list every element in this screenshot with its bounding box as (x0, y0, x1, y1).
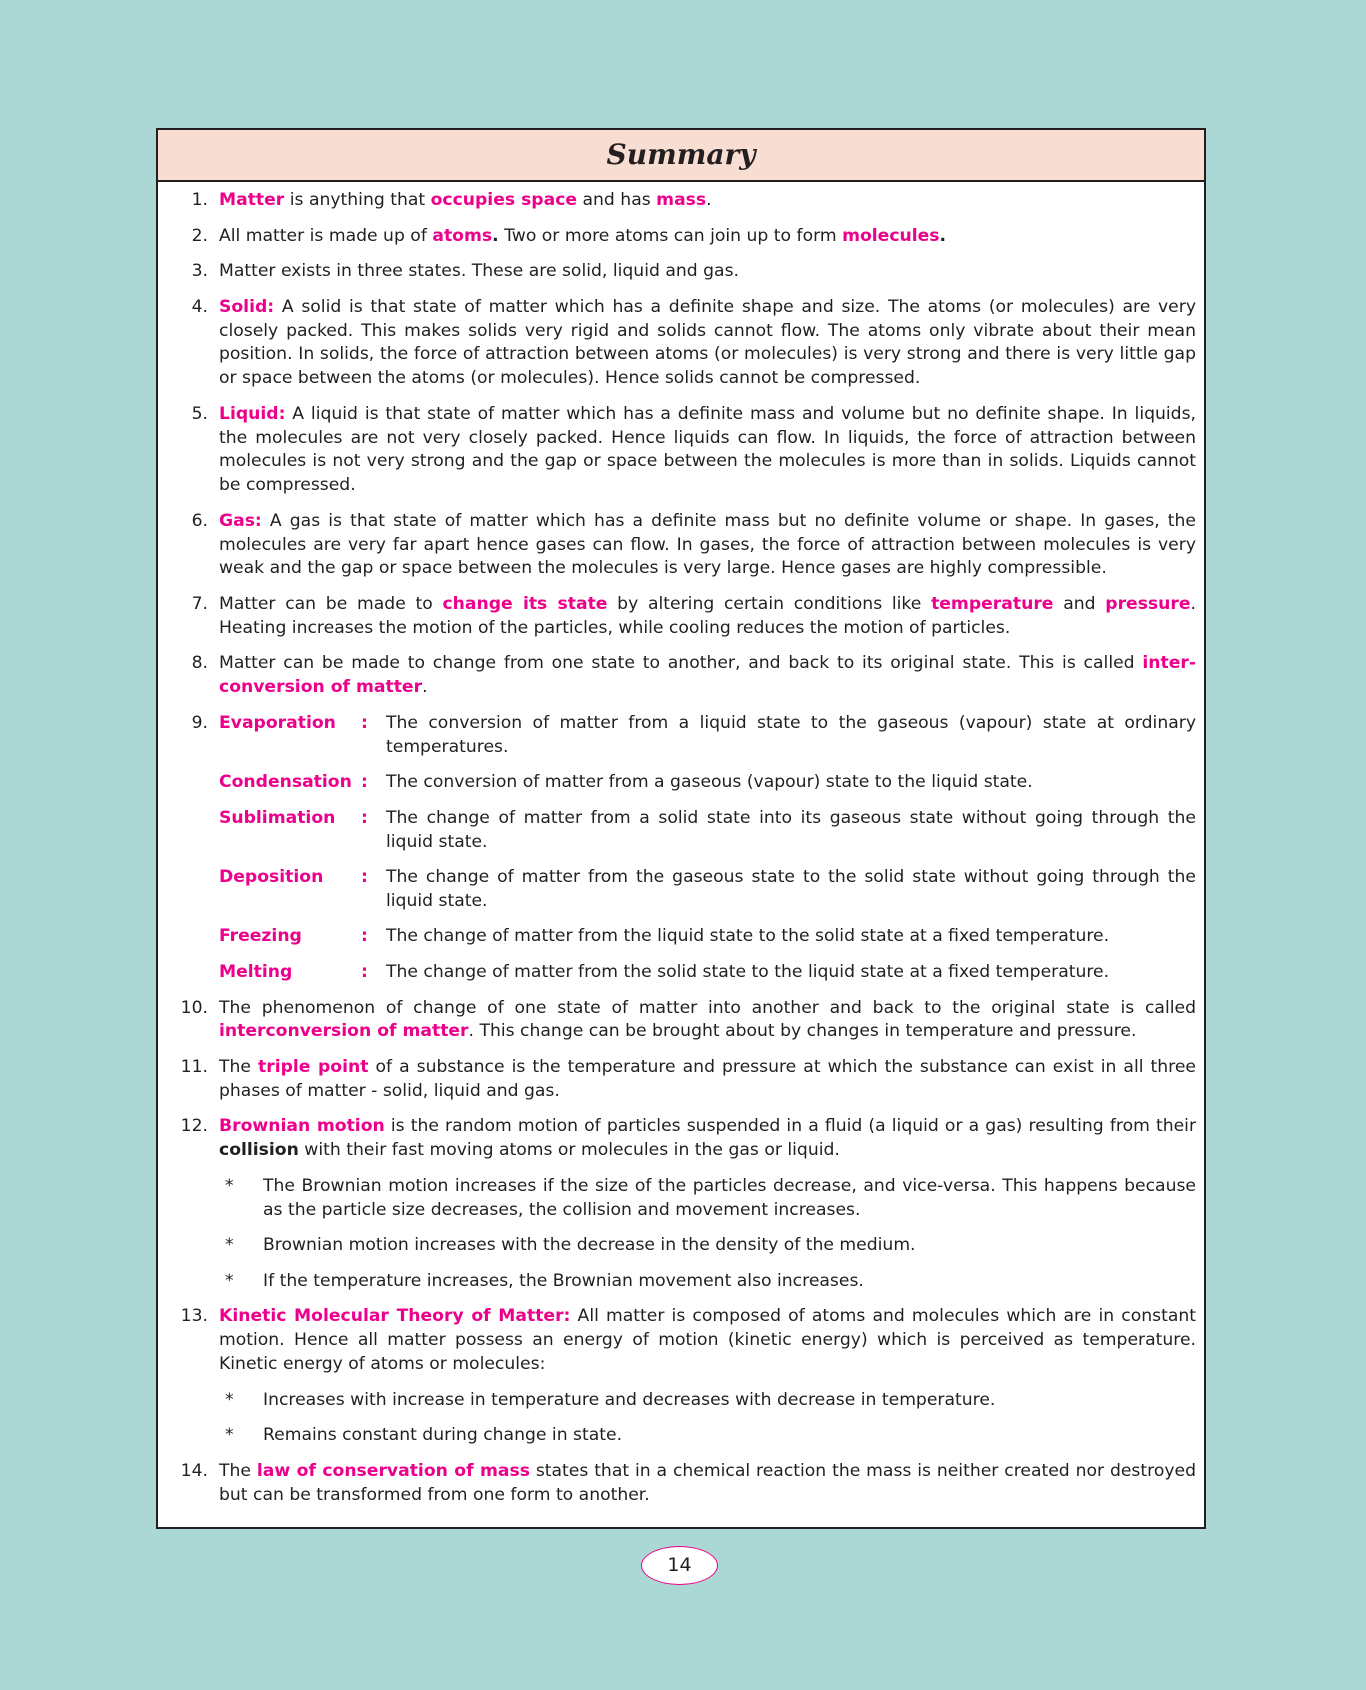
summary-title: Summary (158, 130, 1204, 182)
item-number: 10. (180, 997, 208, 1018)
text-segment: The (219, 1057, 258, 1078)
definition-text: The conversion of matter from a gaseous (vapour) state to the liquid state. (386, 772, 1033, 793)
item-text (208, 510, 1196, 581)
definition-colon: : (361, 712, 368, 733)
item-text (208, 403, 1196, 498)
bullet-item (158, 1389, 1196, 1413)
item-text (208, 997, 1196, 1045)
bullet-text: Remains constant during change in state. (263, 1425, 623, 1446)
text-segment: of a substance is the temperature and pressure at which the substance can exist in all three phases of matter - solid, liquid and gas. (219, 1057, 1196, 1101)
bullet-item (158, 1424, 1196, 1448)
definition-colon: : (361, 867, 368, 888)
item-number: 7. (191, 593, 208, 614)
definition-text: The change of matter from a solid state into its gaseous state without going through the liquid state. (386, 807, 1196, 852)
bold-text: . (492, 225, 499, 246)
definition-row (158, 961, 1196, 985)
text-segment: Matter exists in three states. These are solid, liquid and gas. (219, 261, 739, 282)
list-item (158, 1460, 1196, 1508)
text-segment: . (706, 190, 712, 210)
item-text (208, 1460, 1196, 1508)
definition-content (208, 961, 1196, 985)
text-segment: . (422, 677, 428, 698)
list-item (158, 652, 1196, 700)
text-segment: by altering certain conditions like (607, 593, 932, 614)
text-segment: A liquid is that state of matter which has a definite mass and volume but no definite shape. In liquids, the molecules are not very closely packed. Hence liquids can flow. In liquids, the force of attraction between molecules is not very strong and the gap or space between the molecules is more than in solids. Liquids cannot be compressed. (219, 403, 1196, 496)
item-number: 8. (191, 653, 208, 674)
definition-term: Melting (219, 962, 293, 983)
bullet-item (158, 1234, 1196, 1258)
item-number: 1. (191, 190, 208, 210)
item-number (158, 771, 208, 795)
definition-content (208, 866, 1196, 914)
item-text (208, 1115, 1196, 1163)
list-item (158, 1056, 1196, 1104)
text-segment: Matter can be made to change from one state to another, and back to its original state. This is called (219, 653, 1143, 674)
item-number: 4. (191, 296, 208, 317)
highlighted-term: Gas: (219, 510, 262, 531)
highlighted-term: molecules (842, 225, 940, 246)
list-item (158, 260, 1196, 284)
bullet-text: The Brownian motion increases if the size of the particles decrease, and vice-versa. This happens because as the particle size decreases, the collision and movement increases. (263, 1175, 1196, 1220)
highlighted-term: Matter (219, 190, 285, 210)
list-item (158, 403, 1196, 498)
item-number (158, 807, 208, 855)
highlighted-term: Liquid: (219, 403, 286, 424)
definition-term: Condensation (219, 772, 352, 793)
highlighted-term: pressure (1105, 593, 1191, 614)
text-segment: with their fast moving atoms or molecules in the gas or liquid. (298, 1140, 840, 1161)
text-segment: states that in a chemical reaction the mass is neither created nor destroyed but can be transformed from one form to another. (219, 1460, 1196, 1505)
definition-colon: : (361, 962, 368, 983)
asterisk-bullet-icon: * (225, 1389, 234, 1410)
highlighted-term: occupies space (430, 190, 578, 210)
page-number: 14 (641, 1546, 718, 1585)
list-item (158, 296, 1196, 391)
definition-row (158, 712, 1196, 760)
item-number: 6. (191, 510, 208, 531)
item-text (208, 189, 1196, 213)
text-segment: The phenomenon of change of one state of matter into another and back to the original state is called (219, 997, 1196, 1018)
bullet-text: If the temperature increases, the Brownian movement also increases. (263, 1270, 864, 1291)
definition-text: The change of matter from the gaseous state to the solid state without going through the liquid state. (386, 867, 1196, 911)
highlighted-term: temperature (931, 593, 1054, 614)
highlighted-term: triple point (258, 1057, 369, 1078)
highlighted-term: Kinetic Molecular Theory of Matter: (219, 1306, 571, 1327)
text-segment: is anything that (284, 190, 431, 210)
highlighted-term: Brownian motion (219, 1116, 385, 1137)
definition-content (208, 807, 1196, 855)
list-item (158, 997, 1196, 1045)
list-item (158, 593, 1196, 641)
definition-term: Deposition (219, 867, 324, 888)
item-number (158, 866, 208, 914)
text-segment: All matter is made up of (219, 225, 433, 246)
definition-row (158, 866, 1196, 914)
bullet-text: Increases with increase in temperature and decreases with decrease in temperature. (263, 1389, 996, 1410)
text-segment: and (1053, 593, 1106, 614)
item-number: 3. (191, 261, 208, 282)
highlighted-term: atoms (432, 225, 493, 246)
text-segment: and has (577, 190, 657, 210)
item-number (158, 925, 208, 949)
list-item (158, 510, 1196, 581)
text-segment: Matter can be made to (219, 593, 443, 614)
definition-text: The conversion of matter from a liquid state to the gaseous (vapour) state at ordinary temperatures. (386, 712, 1196, 757)
text-segment: . Heating increases the motion of the particles, while cooling reduces the motion of particles. (219, 593, 1197, 638)
definition-content (208, 771, 1196, 795)
item-number: 14. (180, 1460, 208, 1481)
text-segment: is the random motion of particles suspended in a fluid (a liquid or a gas) resulting from their (384, 1116, 1197, 1137)
definition-content (208, 712, 1196, 760)
item-number (158, 961, 208, 985)
item-number: 12. (180, 1116, 208, 1137)
definition-text: The change of matter from the liquid state to the solid state at a fixed temperature. (386, 926, 1110, 947)
item-number: 2. (191, 225, 208, 246)
text-segment: A gas is that state of matter which has a definite mass but no definite volume or shape. In gases, the molecules are very far apart hence gases can flow. In gases, the force of attraction between molecules is very weak and the gap or space between the molecules is very large. Hence gases are highly compressible. (219, 510, 1196, 579)
bullet-item (158, 1175, 1196, 1223)
item-text (208, 296, 1196, 391)
highlighted-term: interconversion of matter (219, 1021, 469, 1042)
highlighted-term: mass (656, 190, 707, 210)
asterisk-bullet-icon: * (225, 1235, 234, 1256)
item-text (208, 1305, 1196, 1376)
definition-term: Evaporation (219, 712, 336, 733)
bold-text: . (939, 225, 947, 246)
item-number: 9. (191, 712, 208, 733)
definition-row (158, 807, 1196, 855)
text-segment: All matter is composed of atoms and molecules which are in constant motion. Hence all matter possess an energy of motion (kinetic energy) which is perceived as temperature. Kinetic energy of atoms or molecules: (219, 1306, 1196, 1375)
list-item (158, 225, 1196, 249)
summary-list (158, 182, 1204, 1507)
item-text (208, 593, 1196, 641)
asterisk-bullet-icon: * (225, 1175, 234, 1196)
list-item (158, 1305, 1196, 1376)
item-text (208, 225, 1196, 249)
asterisk-bullet-icon: * (225, 1425, 234, 1446)
text-segment: A solid is that state of matter which has a definite shape and size. The atoms (or molecules) are very closely packed. This makes solids very rigid and solids cannot flow. The atoms only vibrate about their mean position. In solids, the force of attraction between atoms (or molecules) is very strong and there is very little gap or space between the atoms (or molecules). Hence solids cannot be compressed. (219, 296, 1196, 389)
highlighted-term: law of conservation of mass (256, 1460, 530, 1481)
item-number: 13. (180, 1306, 208, 1327)
definition-colon: : (361, 807, 368, 828)
item-number: 5. (191, 403, 208, 424)
list-item (158, 189, 1196, 213)
highlighted-term: inter-conversion of matter (219, 653, 1196, 698)
bullet-item (158, 1270, 1196, 1294)
definition-text: The change of matter from the solid state to the liquid state at a fixed temperature. (386, 962, 1110, 983)
definition-row (158, 925, 1196, 949)
definition-term: Sublimation (219, 807, 336, 828)
definition-term: Freezing (219, 926, 302, 947)
bold-text: collision (219, 1140, 299, 1161)
definition-content (208, 925, 1196, 949)
text-segment: The (219, 1460, 257, 1481)
text-segment: Two or more atoms can join up to form (498, 225, 843, 246)
text-segment: . This change can be brought about by changes in temperature and pressure. (468, 1021, 1137, 1042)
item-text (208, 652, 1196, 700)
bullet-text: Brownian motion increases with the decrease in the density of the medium. (263, 1235, 916, 1256)
highlighted-term: change its state (442, 593, 608, 614)
list-item (158, 1115, 1196, 1163)
item-number: 11. (180, 1057, 208, 1078)
definition-colon: : (361, 772, 368, 793)
item-text (208, 260, 1196, 284)
highlighted-term: Solid: (219, 296, 275, 317)
asterisk-bullet-icon: * (225, 1270, 234, 1291)
summary-box (156, 128, 1206, 1529)
definition-colon: : (361, 926, 368, 947)
definition-row (158, 771, 1196, 795)
item-text (208, 1056, 1196, 1104)
